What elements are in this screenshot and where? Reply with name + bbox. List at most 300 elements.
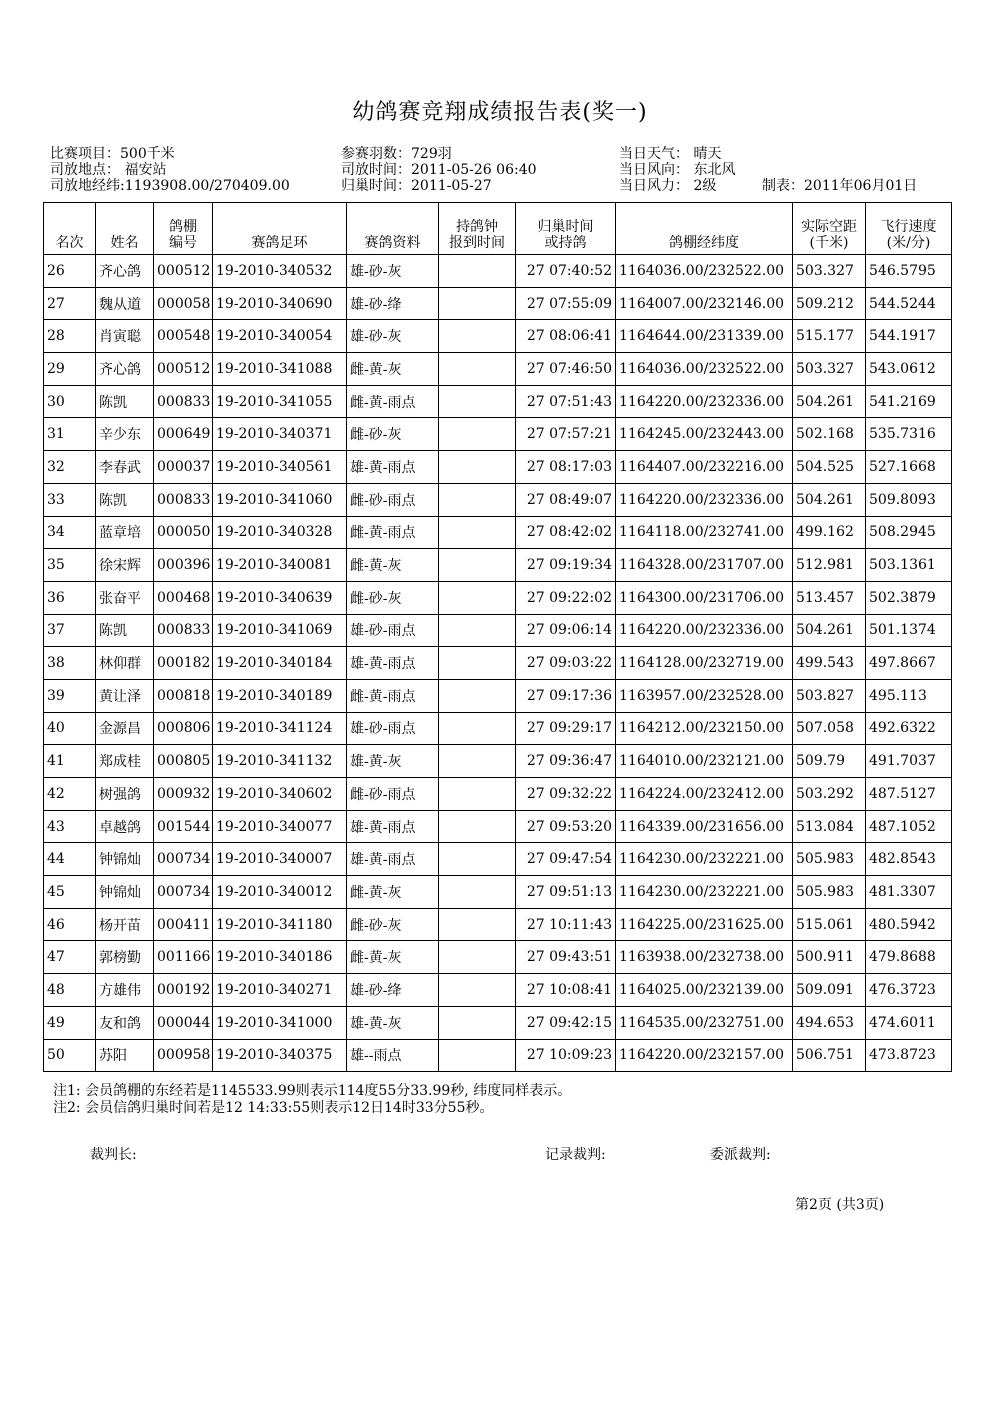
name-cell: 黄让泽 bbox=[96, 679, 154, 712]
clock-time-cell bbox=[439, 483, 516, 516]
ring-number-cell: 19-2010-340690 bbox=[213, 287, 347, 320]
ring-number-cell: 19-2010-340375 bbox=[213, 1039, 347, 1072]
speed-cell: 495.113 bbox=[866, 679, 952, 712]
name-cell: 苏阳 bbox=[96, 1039, 154, 1072]
clock-time-cell bbox=[439, 1039, 516, 1072]
pigeon-info-cell: 雄-砂-雨点 bbox=[347, 614, 439, 647]
table-row bbox=[44, 614, 952, 647]
speed-cell: 487.5127 bbox=[866, 778, 952, 811]
distance-cell: 504.261 bbox=[793, 614, 866, 647]
loft-coordinates-cell: 1164224.00/232412.00 bbox=[616, 778, 793, 811]
loft-id-cell: 000958 bbox=[154, 1039, 213, 1072]
speed-cell: 492.6322 bbox=[866, 712, 952, 745]
loft-coordinates-cell: 1164230.00/232221.00 bbox=[616, 843, 793, 876]
clock-time-cell bbox=[439, 974, 516, 1007]
speed-cell: 503.1361 bbox=[866, 549, 952, 582]
table-row bbox=[44, 941, 952, 974]
pigeon-info-cell: 雌-黄-雨点 bbox=[347, 679, 439, 712]
name-cell: 郭榜勤 bbox=[96, 941, 154, 974]
loft-coordinates-cell: 1164339.00/231656.00 bbox=[616, 810, 793, 843]
return-time-cell: 27 09:51:13 bbox=[516, 876, 616, 909]
pigeon-info-cell: 雄--雨点 bbox=[347, 1039, 439, 1072]
ring-number-cell: 19-2010-340561 bbox=[213, 451, 347, 484]
speed-cell: 546.5795 bbox=[866, 255, 952, 288]
pigeon-info-cell: 雄-黄-雨点 bbox=[347, 451, 439, 484]
header-distance bbox=[793, 203, 866, 255]
table-row bbox=[44, 451, 952, 484]
table-row bbox=[44, 778, 952, 811]
speed-cell: 487.1052 bbox=[866, 810, 952, 843]
pigeon-info-cell: 雄-黄-雨点 bbox=[347, 843, 439, 876]
loft-coordinates-cell: 1164230.00/232221.00 bbox=[616, 876, 793, 909]
release-time: 司放时间：2011-05-26 06:40 bbox=[341, 162, 537, 178]
header-return bbox=[516, 203, 616, 255]
header-clock-line2: 报到时间 bbox=[449, 235, 505, 251]
loft-id-cell: 000037 bbox=[154, 451, 213, 484]
distance-cell: 503.327 bbox=[793, 353, 866, 386]
report-title: 幼鸽赛竞翔成绩报告表(奖一) bbox=[352, 100, 648, 125]
pigeon-info-cell: 雌-砂-雨点 bbox=[347, 483, 439, 516]
speed-cell: 482.8543 bbox=[866, 843, 952, 876]
return-date: 归巢时间：2011-05-27 bbox=[341, 178, 492, 194]
wind-direction: 当日风向： 东北风 bbox=[619, 162, 736, 178]
loft-id-cell: 000512 bbox=[154, 255, 213, 288]
header-name: 姓名 bbox=[96, 203, 154, 255]
speed-cell: 541.2169 bbox=[866, 385, 952, 418]
table-row bbox=[44, 483, 952, 516]
loft-coordinates-cell: 1164118.00/232741.00 bbox=[616, 516, 793, 549]
loft-coordinates-cell: 1164407.00/232216.00 bbox=[616, 451, 793, 484]
speed-cell: 535.7316 bbox=[866, 418, 952, 451]
loft-id-cell: 000833 bbox=[154, 483, 213, 516]
loft-id-cell: 000805 bbox=[154, 745, 213, 778]
loft-id-cell: 000734 bbox=[154, 876, 213, 909]
rank-cell: 29 bbox=[44, 353, 96, 386]
distance-cell: 509.79 bbox=[793, 745, 866, 778]
ring-number-cell: 19-2010-341055 bbox=[213, 385, 347, 418]
pigeon-info-cell: 雌-黄-灰 bbox=[347, 941, 439, 974]
return-time-cell: 27 09:22:02 bbox=[516, 581, 616, 614]
loft-id-cell: 000548 bbox=[154, 320, 213, 353]
speed-cell: 479.8688 bbox=[866, 941, 952, 974]
name-cell: 卓越鸽 bbox=[96, 810, 154, 843]
ring-number-cell: 19-2010-340081 bbox=[213, 549, 347, 582]
entry-count: 参赛羽数：729羽 bbox=[341, 146, 452, 162]
loft-id-cell: 001544 bbox=[154, 810, 213, 843]
table-body bbox=[44, 255, 952, 1072]
distance-cell: 515.177 bbox=[793, 320, 866, 353]
ring-number-cell: 19-2010-340012 bbox=[213, 876, 347, 909]
speed-cell: 480.5942 bbox=[866, 908, 952, 941]
ring-number-cell: 19-2010-340007 bbox=[213, 843, 347, 876]
header-rank: 名次 bbox=[44, 203, 96, 255]
loft-coordinates-cell: 1164036.00/232522.00 bbox=[616, 353, 793, 386]
distance-cell: 509.091 bbox=[793, 974, 866, 1007]
rank-cell: 49 bbox=[44, 1006, 96, 1039]
header-distance-line2: (千米) bbox=[809, 235, 849, 251]
name-cell: 树强鸽 bbox=[96, 778, 154, 811]
header-speed-line2: (米/分) bbox=[886, 235, 931, 251]
chief-referee-label: 裁判长: bbox=[90, 1147, 137, 1163]
name-cell: 李春武 bbox=[96, 451, 154, 484]
clock-time-cell bbox=[439, 418, 516, 451]
rank-cell: 50 bbox=[44, 1039, 96, 1072]
loft-id-cell: 000734 bbox=[154, 843, 213, 876]
name-cell: 杨开苗 bbox=[96, 908, 154, 941]
loft-coordinates-cell: 1164212.00/232150.00 bbox=[616, 712, 793, 745]
rank-cell: 37 bbox=[44, 614, 96, 647]
speed-cell: 473.8723 bbox=[866, 1039, 952, 1072]
ring-number-cell: 19-2010-340077 bbox=[213, 810, 347, 843]
distance-cell: 499.543 bbox=[793, 647, 866, 680]
pigeon-info-cell: 雌-黄-灰 bbox=[347, 549, 439, 582]
name-cell: 陈凯 bbox=[96, 614, 154, 647]
distance-cell: 513.457 bbox=[793, 581, 866, 614]
table-row bbox=[44, 712, 952, 745]
return-time-cell: 27 07:55:09 bbox=[516, 287, 616, 320]
loft-id-cell: 000050 bbox=[154, 516, 213, 549]
return-time-cell: 27 08:06:41 bbox=[516, 320, 616, 353]
loft-coordinates-cell: 1164007.00/232146.00 bbox=[616, 287, 793, 320]
name-cell: 齐心鸽 bbox=[96, 353, 154, 386]
loft-id-cell: 000932 bbox=[154, 778, 213, 811]
clock-time-cell bbox=[439, 745, 516, 778]
ring-number-cell: 19-2010-340054 bbox=[213, 320, 347, 353]
distance-cell: 504.525 bbox=[793, 451, 866, 484]
clock-time-cell bbox=[439, 353, 516, 386]
loft-coordinates-cell: 1164245.00/232443.00 bbox=[616, 418, 793, 451]
clock-time-cell bbox=[439, 549, 516, 582]
table-row bbox=[44, 549, 952, 582]
distance-cell: 499.162 bbox=[793, 516, 866, 549]
pigeon-info-cell: 雌-黄-灰 bbox=[347, 876, 439, 909]
header-loft bbox=[154, 203, 213, 255]
name-cell: 辛少东 bbox=[96, 418, 154, 451]
header-loft-line2: 编号 bbox=[169, 235, 197, 251]
distance-cell: 515.061 bbox=[793, 908, 866, 941]
loft-id-cell: 000833 bbox=[154, 385, 213, 418]
loft-coordinates-cell: 1164220.00/232336.00 bbox=[616, 614, 793, 647]
name-cell: 钟锦灿 bbox=[96, 876, 154, 909]
speed-cell: 501.1374 bbox=[866, 614, 952, 647]
loft-coordinates-cell: 1164220.00/232336.00 bbox=[616, 483, 793, 516]
name-cell: 友和鸽 bbox=[96, 1006, 154, 1039]
rank-cell: 47 bbox=[44, 941, 96, 974]
clock-time-cell bbox=[439, 1006, 516, 1039]
rank-cell: 26 bbox=[44, 255, 96, 288]
loft-id-cell: 001166 bbox=[154, 941, 213, 974]
results-table bbox=[43, 202, 952, 1072]
speed-cell: 508.2945 bbox=[866, 516, 952, 549]
return-time-cell: 27 07:46:50 bbox=[516, 353, 616, 386]
loft-coordinates-cell: 1164535.00/232751.00 bbox=[616, 1006, 793, 1039]
rank-cell: 34 bbox=[44, 516, 96, 549]
return-time-cell: 27 07:51:43 bbox=[516, 385, 616, 418]
recording-referee-label: 记录裁判: bbox=[545, 1147, 606, 1163]
loft-coordinates-cell: 1164644.00/231339.00 bbox=[616, 320, 793, 353]
speed-cell: 491.7037 bbox=[866, 745, 952, 778]
ring-number-cell: 19-2010-341060 bbox=[213, 483, 347, 516]
pigeon-info-cell: 雄-砂-雨点 bbox=[347, 712, 439, 745]
pigeon-info-cell: 雌-砂-灰 bbox=[347, 908, 439, 941]
rank-cell: 36 bbox=[44, 581, 96, 614]
loft-id-cell: 000806 bbox=[154, 712, 213, 745]
name-cell: 陈凯 bbox=[96, 385, 154, 418]
speed-cell: 481.3307 bbox=[866, 876, 952, 909]
ring-number-cell: 19-2010-340189 bbox=[213, 679, 347, 712]
clock-time-cell bbox=[439, 876, 516, 909]
rank-cell: 27 bbox=[44, 287, 96, 320]
loft-id-cell: 000182 bbox=[154, 647, 213, 680]
rank-cell: 28 bbox=[44, 320, 96, 353]
distance-cell: 505.983 bbox=[793, 843, 866, 876]
name-cell: 方雄伟 bbox=[96, 974, 154, 1007]
header-info: 赛鸽资料 bbox=[347, 203, 439, 255]
rank-cell: 44 bbox=[44, 843, 96, 876]
speed-cell: 544.5244 bbox=[866, 287, 952, 320]
ring-number-cell: 19-2010-340639 bbox=[213, 581, 347, 614]
distance-cell: 507.058 bbox=[793, 712, 866, 745]
weather: 当日天气： 晴天 bbox=[619, 146, 722, 162]
pigeon-info-cell: 雄-砂-绛 bbox=[347, 287, 439, 320]
speed-cell: 474.6011 bbox=[866, 1006, 952, 1039]
table-row bbox=[44, 1039, 952, 1072]
ring-number-cell: 19-2010-340602 bbox=[213, 778, 347, 811]
return-time-cell: 27 09:06:14 bbox=[516, 614, 616, 647]
pigeon-info-cell: 雌-黄-灰 bbox=[347, 353, 439, 386]
table-row bbox=[44, 385, 952, 418]
pigeon-info-cell: 雄-砂-灰 bbox=[347, 320, 439, 353]
speed-cell: 497.8667 bbox=[866, 647, 952, 680]
name-cell: 蓝章培 bbox=[96, 516, 154, 549]
return-time-cell: 27 09:43:51 bbox=[516, 941, 616, 974]
return-time-cell: 27 09:19:34 bbox=[516, 549, 616, 582]
table-row bbox=[44, 745, 952, 778]
ring-number-cell: 19-2010-340532 bbox=[213, 255, 347, 288]
return-time-cell: 27 08:17:03 bbox=[516, 451, 616, 484]
rank-cell: 48 bbox=[44, 974, 96, 1007]
ring-number-cell: 19-2010-341088 bbox=[213, 353, 347, 386]
clock-time-cell bbox=[439, 516, 516, 549]
ring-number-cell: 19-2010-341132 bbox=[213, 745, 347, 778]
table-row bbox=[44, 320, 952, 353]
header-coordinates: 鸽棚经纬度 bbox=[616, 203, 793, 255]
distance-cell: 506.751 bbox=[793, 1039, 866, 1072]
table-row bbox=[44, 255, 952, 288]
loft-id-cell: 000396 bbox=[154, 549, 213, 582]
release-site: 司放地点： 福安站 bbox=[50, 162, 167, 178]
ring-number-cell: 19-2010-341180 bbox=[213, 908, 347, 941]
ring-number-cell: 19-2010-340371 bbox=[213, 418, 347, 451]
return-time-cell: 27 09:53:20 bbox=[516, 810, 616, 843]
rank-cell: 46 bbox=[44, 908, 96, 941]
race-item: 比赛项目：500千米 bbox=[50, 146, 175, 162]
ring-number-cell: 19-2010-340271 bbox=[213, 974, 347, 1007]
table-row bbox=[44, 908, 952, 941]
rank-cell: 39 bbox=[44, 679, 96, 712]
distance-cell: 509.212 bbox=[793, 287, 866, 320]
pigeon-info-cell: 雌-黄-雨点 bbox=[347, 385, 439, 418]
rank-cell: 43 bbox=[44, 810, 96, 843]
pigeon-info-cell: 雌-砂-雨点 bbox=[347, 778, 439, 811]
pigeon-info-cell: 雄-黄-雨点 bbox=[347, 647, 439, 680]
rank-cell: 42 bbox=[44, 778, 96, 811]
table-row bbox=[44, 974, 952, 1007]
distance-cell: 503.292 bbox=[793, 778, 866, 811]
name-cell: 金源昌 bbox=[96, 712, 154, 745]
distance-cell: 500.911 bbox=[793, 941, 866, 974]
clock-time-cell bbox=[439, 647, 516, 680]
name-cell: 林仰群 bbox=[96, 647, 154, 680]
table-row bbox=[44, 843, 952, 876]
loft-coordinates-cell: 1164328.00/231707.00 bbox=[616, 549, 793, 582]
speed-cell: 527.1668 bbox=[866, 451, 952, 484]
return-time-cell: 27 09:47:54 bbox=[516, 843, 616, 876]
return-time-cell: 27 10:09:23 bbox=[516, 1039, 616, 1072]
rank-cell: 33 bbox=[44, 483, 96, 516]
loft-id-cell: 000411 bbox=[154, 908, 213, 941]
loft-coordinates-cell: 1164300.00/231706.00 bbox=[616, 581, 793, 614]
loft-coordinates-cell: 1164220.00/232157.00 bbox=[616, 1039, 793, 1072]
table-row bbox=[44, 353, 952, 386]
loft-id-cell: 000512 bbox=[154, 353, 213, 386]
header-clock-line1: 持鸽钟 bbox=[456, 219, 498, 235]
table-row bbox=[44, 581, 952, 614]
clock-time-cell bbox=[439, 385, 516, 418]
pigeon-info-cell: 雄-砂-绛 bbox=[347, 974, 439, 1007]
table-row bbox=[44, 516, 952, 549]
distance-cell: 504.261 bbox=[793, 385, 866, 418]
loft-coordinates-cell: 1164128.00/232719.00 bbox=[616, 647, 793, 680]
clock-time-cell bbox=[439, 581, 516, 614]
name-cell: 钟锦灿 bbox=[96, 843, 154, 876]
distance-cell: 503.827 bbox=[793, 679, 866, 712]
speed-cell: 544.1917 bbox=[866, 320, 952, 353]
made-date: 制表：2011年06月01日 bbox=[762, 178, 918, 194]
name-cell: 郑成桂 bbox=[96, 745, 154, 778]
loft-coordinates-cell: 1163957.00/232528.00 bbox=[616, 679, 793, 712]
name-cell: 陈凯 bbox=[96, 483, 154, 516]
loft-coordinates-cell: 1164220.00/232336.00 bbox=[616, 385, 793, 418]
pigeon-info-cell: 雄-黄-灰 bbox=[347, 745, 439, 778]
clock-time-cell bbox=[439, 810, 516, 843]
clock-time-cell bbox=[439, 614, 516, 647]
distance-cell: 505.983 bbox=[793, 876, 866, 909]
table-row bbox=[44, 810, 952, 843]
rank-cell: 40 bbox=[44, 712, 96, 745]
loft-coordinates-cell: 1164036.00/232522.00 bbox=[616, 255, 793, 288]
speed-cell: 502.3879 bbox=[866, 581, 952, 614]
loft-coordinates-cell: 1164025.00/232139.00 bbox=[616, 974, 793, 1007]
table-row bbox=[44, 679, 952, 712]
header-distance-line1: 实际空距 bbox=[801, 219, 857, 235]
loft-coordinates-cell: 1164010.00/232121.00 bbox=[616, 745, 793, 778]
loft-id-cell: 000649 bbox=[154, 418, 213, 451]
rank-cell: 38 bbox=[44, 647, 96, 680]
wind-force: 当日风力： 2级 bbox=[619, 178, 717, 194]
table-row bbox=[44, 876, 952, 909]
ring-number-cell: 19-2010-341069 bbox=[213, 614, 347, 647]
return-time-cell: 27 07:57:21 bbox=[516, 418, 616, 451]
delegated-referee-label: 委派裁判: bbox=[710, 1147, 771, 1163]
loft-coordinates-cell: 1163938.00/232738.00 bbox=[616, 941, 793, 974]
return-time-cell: 27 09:32:22 bbox=[516, 778, 616, 811]
return-time-cell: 27 09:36:47 bbox=[516, 745, 616, 778]
table-row bbox=[44, 287, 952, 320]
header-return-line2: 或持鸽 bbox=[544, 235, 587, 251]
return-time-cell: 27 09:17:36 bbox=[516, 679, 616, 712]
note-2: 注2: 会员信鸽归巢时间若是12 14:33:55则表示12日14时33分55秒。 bbox=[53, 1100, 494, 1116]
ring-number-cell: 19-2010-341000 bbox=[213, 1006, 347, 1039]
loft-coordinates-cell: 1164225.00/231625.00 bbox=[616, 908, 793, 941]
pigeon-info-cell: 雄-黄-灰 bbox=[347, 1006, 439, 1039]
loft-id-cell: 000468 bbox=[154, 581, 213, 614]
loft-id-cell: 000192 bbox=[154, 974, 213, 1007]
clock-time-cell bbox=[439, 451, 516, 484]
name-cell: 魏从道 bbox=[96, 287, 154, 320]
return-time-cell: 27 07:40:52 bbox=[516, 255, 616, 288]
loft-id-cell: 000833 bbox=[154, 614, 213, 647]
ring-number-cell: 19-2010-340184 bbox=[213, 647, 347, 680]
header-speed bbox=[866, 203, 952, 255]
rank-cell: 41 bbox=[44, 745, 96, 778]
header-speed-line1: 飞行速度 bbox=[880, 219, 937, 235]
note-1: 注1: 会员鸽棚的东经若是1145533.99则表示114度55分33.99秒, 纬度同样表示。 bbox=[53, 1083, 572, 1099]
clock-time-cell bbox=[439, 255, 516, 288]
return-time-cell: 27 09:03:22 bbox=[516, 647, 616, 680]
distance-cell: 494.653 bbox=[793, 1006, 866, 1039]
return-time-cell: 27 09:42:15 bbox=[516, 1006, 616, 1039]
rank-cell: 35 bbox=[44, 549, 96, 582]
return-time-cell: 27 08:42:02 bbox=[516, 516, 616, 549]
distance-cell: 502.168 bbox=[793, 418, 866, 451]
ring-number-cell: 19-2010-340328 bbox=[213, 516, 347, 549]
name-cell: 徐宋辉 bbox=[96, 549, 154, 582]
clock-time-cell bbox=[439, 679, 516, 712]
ring-number-cell: 19-2010-340186 bbox=[213, 941, 347, 974]
table-row bbox=[44, 647, 952, 680]
return-time-cell: 27 09:29:17 bbox=[516, 712, 616, 745]
pigeon-info-cell: 雌-砂-灰 bbox=[347, 418, 439, 451]
speed-cell: 476.3723 bbox=[866, 974, 952, 1007]
clock-time-cell bbox=[439, 908, 516, 941]
loft-id-cell: 000818 bbox=[154, 679, 213, 712]
distance-cell: 512.981 bbox=[793, 549, 866, 582]
header-clock bbox=[439, 203, 516, 255]
header-loft-line1: 鸽棚 bbox=[169, 219, 197, 235]
pigeon-info-cell: 雄-砂-灰 bbox=[347, 255, 439, 288]
rank-cell: 30 bbox=[44, 385, 96, 418]
clock-time-cell bbox=[439, 941, 516, 974]
loft-id-cell: 000058 bbox=[154, 287, 213, 320]
name-cell: 张奋平 bbox=[96, 581, 154, 614]
name-cell: 齐心鸽 bbox=[96, 255, 154, 288]
table-row bbox=[44, 418, 952, 451]
clock-time-cell bbox=[439, 843, 516, 876]
clock-time-cell bbox=[439, 287, 516, 320]
release-coordinates: 司放地经纬:1193908.00/270409.00 bbox=[50, 178, 290, 194]
rank-cell: 31 bbox=[44, 418, 96, 451]
header-return-line1: 归巢时间 bbox=[537, 219, 594, 235]
distance-cell: 504.261 bbox=[793, 483, 866, 516]
speed-cell: 509.8093 bbox=[866, 483, 952, 516]
rank-cell: 45 bbox=[44, 876, 96, 909]
loft-id-cell: 000044 bbox=[154, 1006, 213, 1039]
pigeon-info-cell: 雌-砂-灰 bbox=[347, 581, 439, 614]
ring-number-cell: 19-2010-341124 bbox=[213, 712, 347, 745]
clock-time-cell bbox=[439, 712, 516, 745]
return-time-cell: 27 10:11:43 bbox=[516, 908, 616, 941]
